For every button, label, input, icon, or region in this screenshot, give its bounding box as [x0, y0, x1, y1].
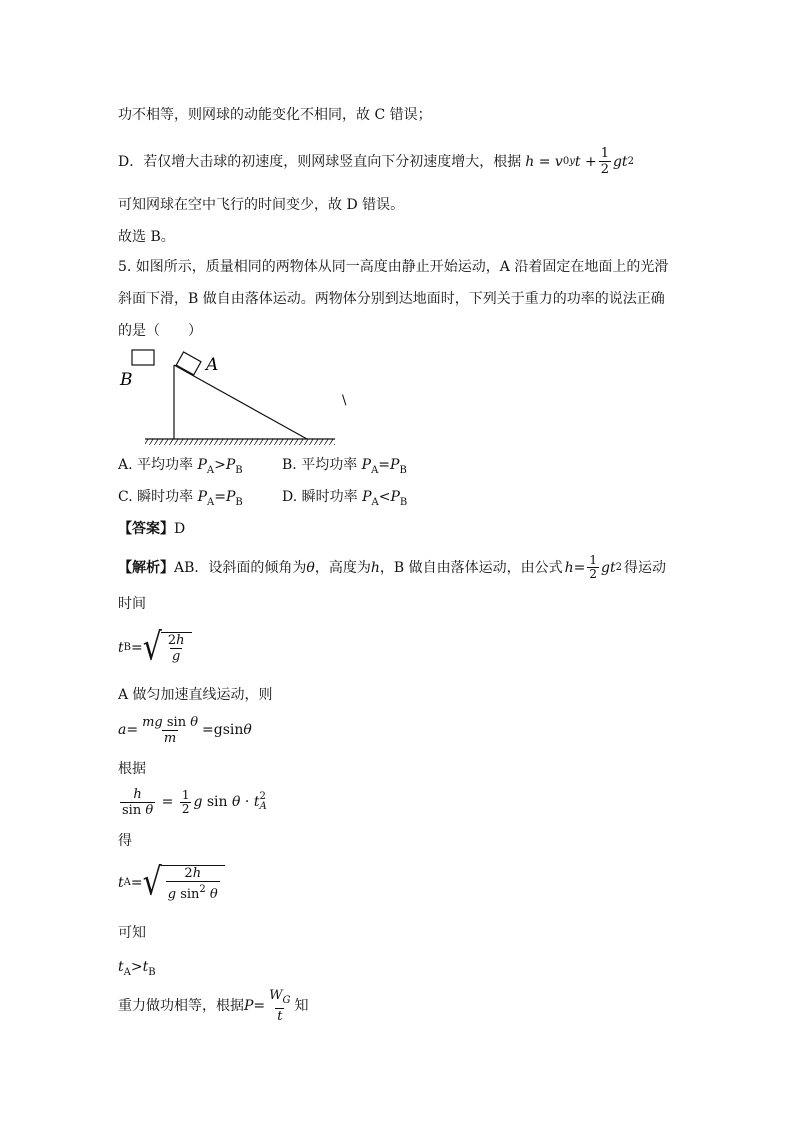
formula-power: P = $\frac{W_G}{t}$: [244, 988, 291, 1024]
text-line: 时间: [118, 596, 146, 612]
formula-acceleration: a = $\frac{\text{mg sin θ}}{m}$ =gsin θ: [118, 714, 252, 746]
answer-line: [118, 520, 185, 538]
text-line: 可知网球在空中飞行的时间变少，故 D 错误。: [118, 197, 405, 213]
formula-ta: t A = √ $\frac{2h}{g \sin^2 \theta}$: [118, 862, 225, 904]
text-segment: AB．设斜面的倾角为: [174, 559, 307, 576]
label-a: A: [206, 355, 219, 375]
text-line: 故选 B。: [118, 229, 175, 245]
relation: =: [214, 489, 226, 505]
subscript: B: [235, 497, 243, 508]
text-line: 可知: [118, 925, 146, 941]
option-d[interactable]: [282, 488, 407, 512]
stray-mark: \: [342, 393, 347, 408]
relation: <: [378, 489, 391, 505]
formula-h-v0y: h = v 0y t + $\frac{1}{2}$ gt 2: [525, 146, 634, 177]
text-segment: ，B 做自由落体运动，由公式: [379, 559, 563, 576]
relation: >: [214, 457, 226, 473]
question-text: 的是（ ）: [118, 323, 202, 339]
incline-figure: [110, 340, 370, 450]
ground-hatch: [145, 439, 335, 445]
power-symbol: P: [197, 457, 207, 473]
answer-tag: 【答案】: [118, 521, 174, 537]
answer-value: D: [174, 521, 186, 537]
formula-compare: $t_A>t_B$: [118, 959, 156, 978]
text-segment: 知: [294, 998, 309, 1014]
subscript: A: [371, 497, 379, 508]
option-a[interactable]: [118, 456, 243, 480]
option-label: A. 平均功率: [118, 457, 198, 473]
power-symbol: P: [390, 457, 400, 473]
theta-symbol: θ: [306, 559, 315, 576]
power-symbol: P: [390, 489, 400, 505]
subscript: B: [235, 465, 243, 476]
power-symbol: P: [361, 457, 372, 473]
question-text: 斜面下滑，B 做自由落体运动。两物体分别到达地面时，下列关于重力的功率的说法正确: [118, 291, 665, 307]
option-label: D. 瞬时功率: [282, 489, 363, 505]
formula-incline-distance: $\frac{h}{\text{sin θ}}$ = $\frac{1}{2}$ g sin θ · t 2 A: [122, 786, 267, 818]
power-symbol: P: [225, 457, 236, 473]
power-symbol: P: [362, 489, 372, 505]
label-b: B: [120, 370, 133, 390]
h-symbol: h: [370, 559, 380, 576]
text-segment: ，高度为: [314, 559, 371, 576]
text-segment: 得运动: [624, 559, 666, 576]
power-symbol: P: [225, 489, 236, 505]
incline-slope: [174, 365, 307, 439]
block-a: [176, 352, 201, 375]
formula-free-fall: h = $\frac{1}{2}$ gt 2: [564, 553, 622, 581]
subscript: A: [206, 465, 215, 476]
block-b: [132, 350, 154, 365]
option-label: C. 瞬时功率: [118, 489, 198, 505]
option-c[interactable]: [118, 488, 243, 512]
subscript: B: [399, 497, 408, 508]
question-text: 5. 如图所示，质量相同的两物体从同一高度由静止开始运动，A 沿着固定在地面上的光滑: [118, 259, 669, 275]
text-line: 功不相等，则网球的动能变化不相同，故 C 错误；: [118, 107, 432, 123]
text-line: A 做匀加速直线运动，则: [118, 687, 273, 703]
subscript: B: [399, 465, 407, 476]
formula-tb: t B = √ $\frac{2h}{g}$: [118, 628, 192, 668]
analysis-line: [118, 554, 666, 581]
analysis-tag: 【解析】: [118, 559, 174, 576]
option-b[interactable]: [282, 456, 407, 480]
text-line: 得: [118, 833, 132, 849]
text-line: [118, 146, 634, 177]
subscript: A: [207, 497, 215, 508]
relation: =: [378, 457, 391, 473]
power-symbol: P: [197, 489, 207, 505]
option-label: B. 平均功率: [282, 457, 362, 473]
text-segment: D．若仅增大击球的初速度，则网球竖直向下分初速度增大，根据: [118, 153, 522, 170]
analysis-line: [118, 988, 309, 1024]
subscript: A: [371, 465, 379, 476]
text-line: 根据: [118, 761, 146, 777]
text-segment: 重力做功相等，根据: [118, 998, 244, 1014]
